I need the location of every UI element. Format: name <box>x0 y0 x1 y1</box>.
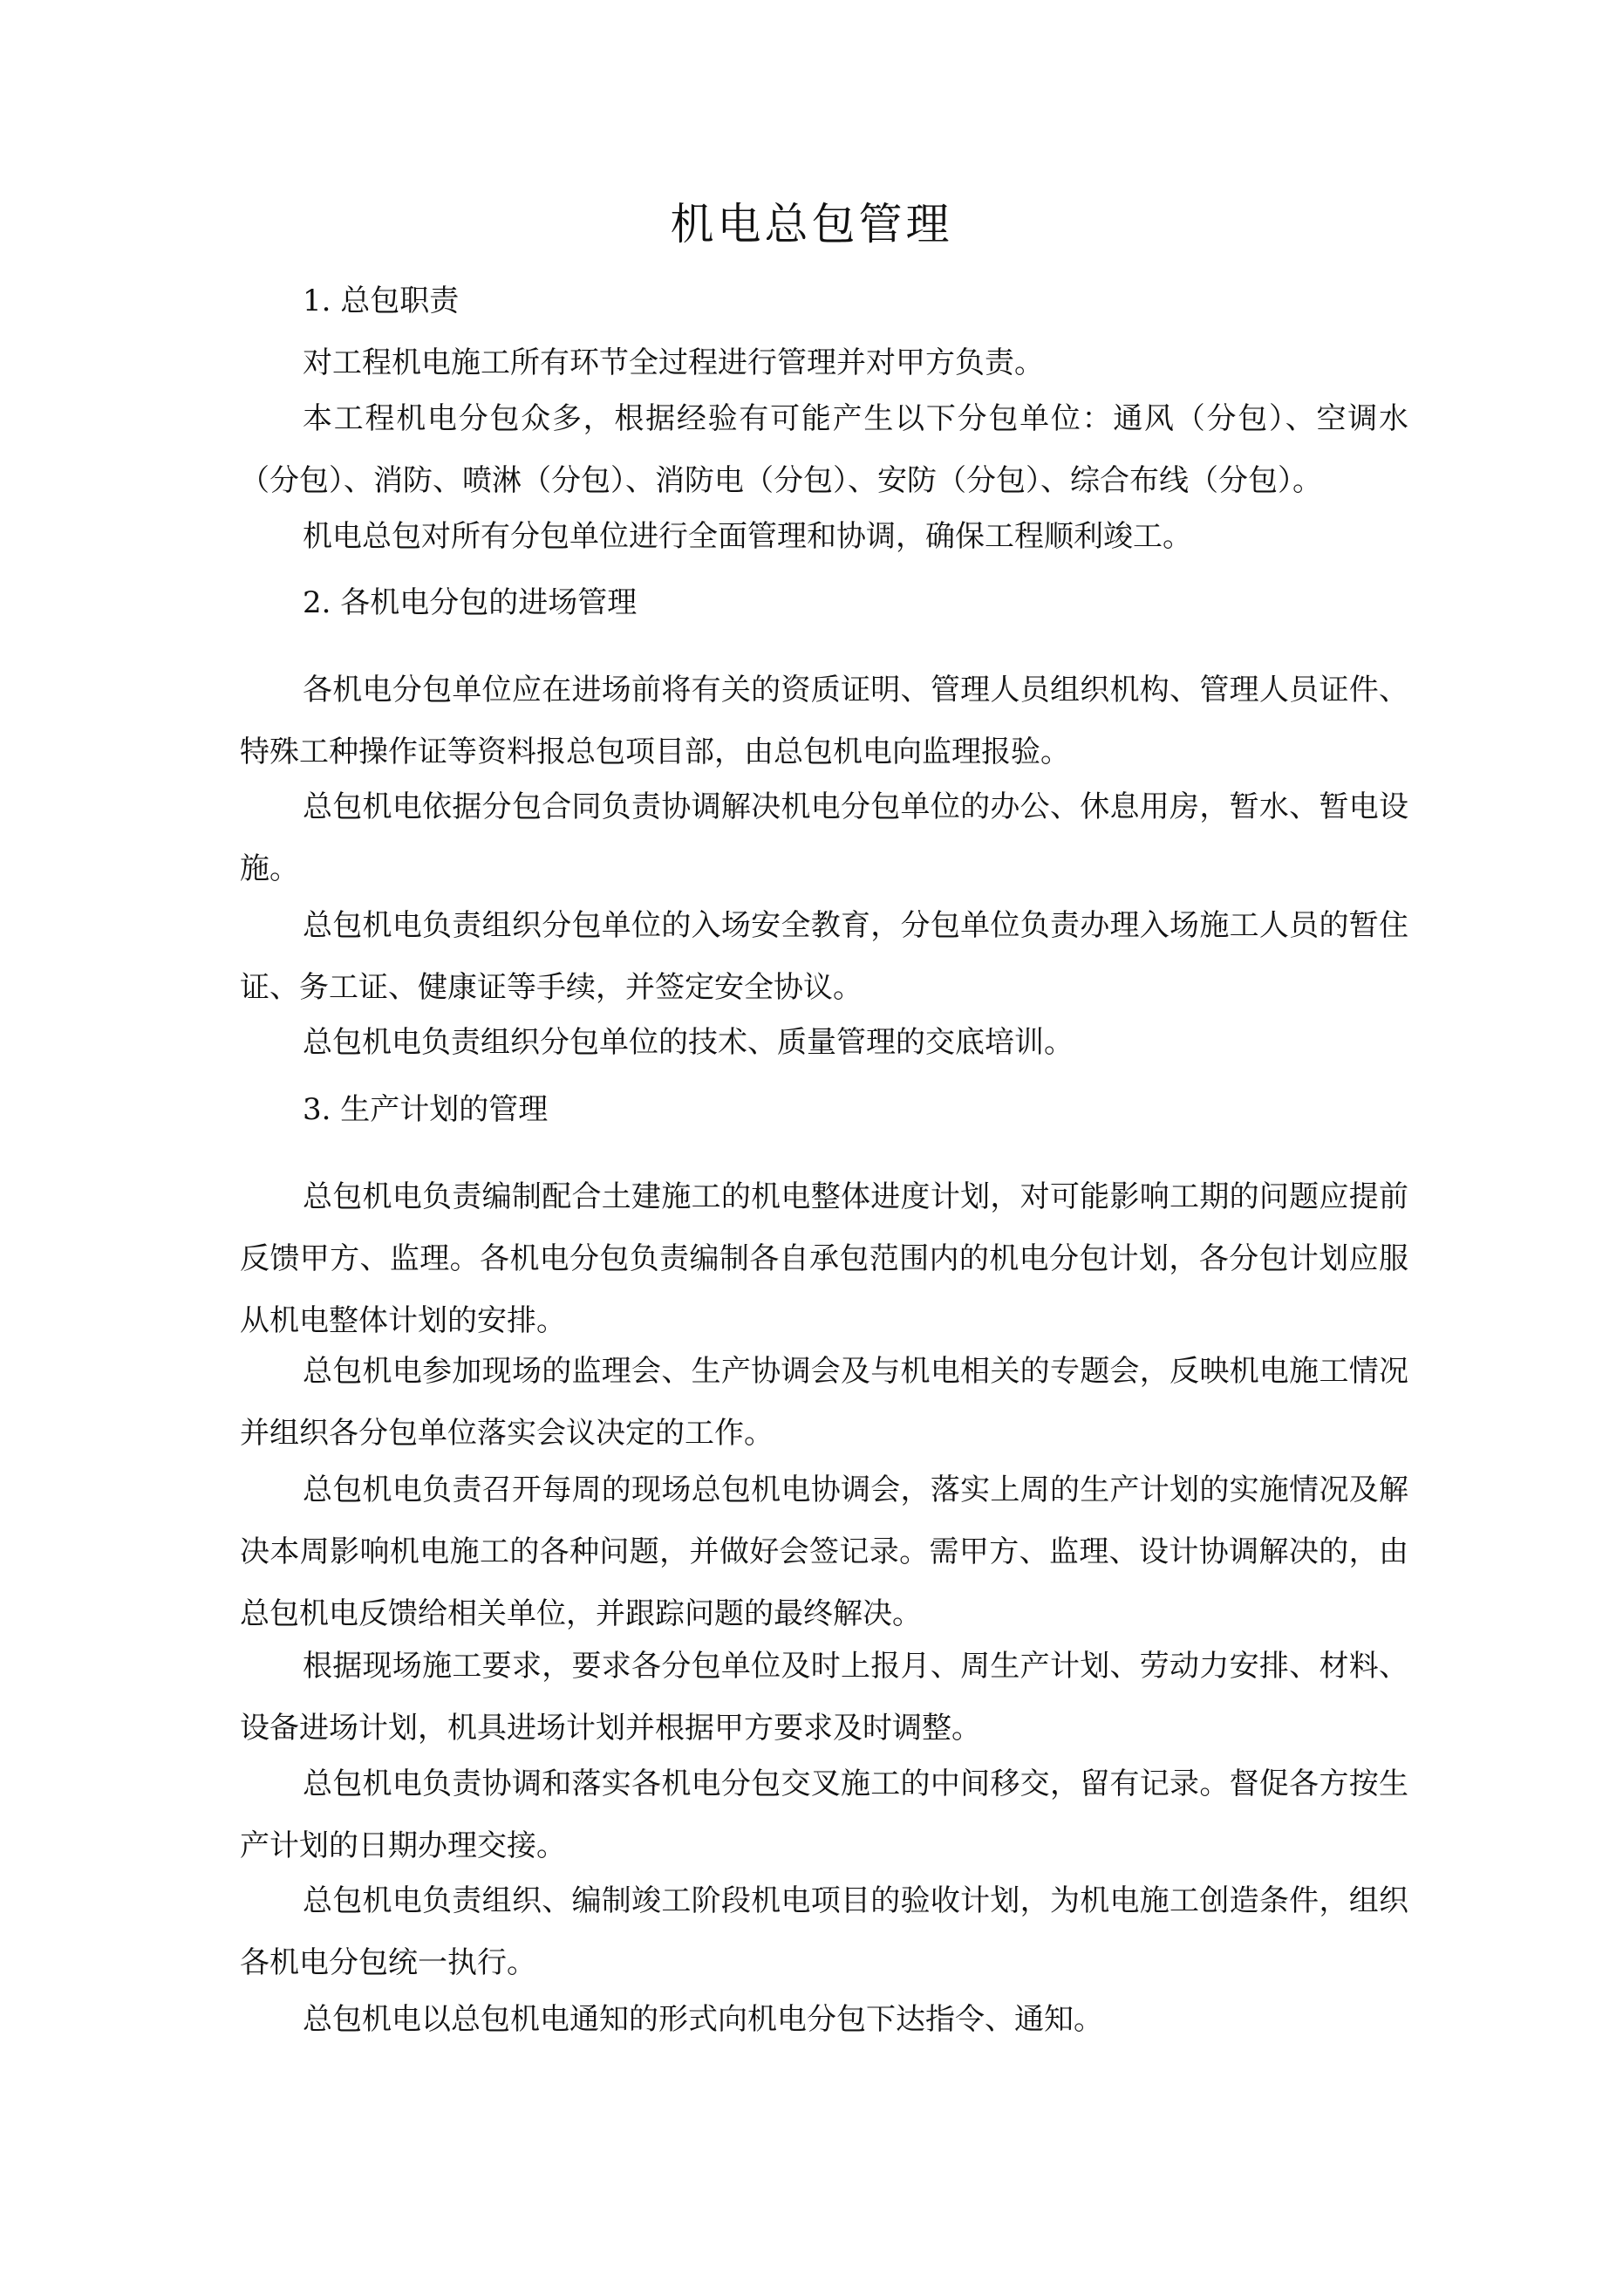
section-heading-2: 2. 各机电分包的进场管理 <box>303 585 638 620</box>
paragraph: 对工程机电施工所有环节全过程进行管理并对甲方负责。 <box>303 345 1044 380</box>
paragraph: 根据现场施工要求，要求各分包单位及时上报月、周生产计划、劳动力安排、材料、设备进场计划，机具进场计划并根据甲方要求及时调整。 <box>240 1649 1408 1746</box>
paragraph: 总包机电负责组织分包单位的入场安全教育，分包单位负责办理入场施工人员的暂住证、务工证、健康证等手续，并签定安全协议。 <box>240 908 1408 1005</box>
paragraph: 总包机电负责组织、编制竣工阶段机电项目的验收计划，为机电施工创造条件，组织各机电分包统一执行。 <box>240 1883 1408 1980</box>
section-heading-1: 1. 总包职责 <box>303 284 460 318</box>
section-heading-3: 3. 生产计划的管理 <box>303 1092 549 1127</box>
paragraph: 总包机电依据分包合同负责协调解决机电分包单位的办公、休息用房，暂水、暂电设施。 <box>240 789 1408 886</box>
paragraph: 总包机电以总包机电通知的形式向机电分包下达指令、通知。 <box>303 2002 1103 2037</box>
paragraph: 总包机电负责编制配合土建施工的机电整体进度计划，对可能影响工期的问题应提前反馈甲方、监理。各机电分包负责编制各自承包范围内的机电分包计划，各分包计划应服从机电整体计划的安排。 <box>240 1179 1408 1338</box>
paragraph: 总包机电负责召开每周的现场总包机电协调会，落实上周的生产计划的实施情况及解决本周影响机电施工的各种问题，并做好会签记录。需甲方、监理、设计协调解决的，由总包机电反馈给相关单位，并跟踪问题的最终解决。 <box>240 1473 1408 1631</box>
paragraph: 总包机电负责组织分包单位的技术、质量管理的交底培训。 <box>303 1025 1074 1060</box>
paragraph: 本工程机电分包众多，根据经验有可能产生以下分包单位：通风（分包）、空调水（分包）、消防、喷淋（分包）、消防电（分包）、安防（分包）、综合布线（分包）。 <box>240 401 1408 498</box>
paragraph: 总包机电参加现场的监理会、生产协调会及与机电相关的专题会，反映机电施工情况并组织各分包单位落实会议决定的工作。 <box>240 1354 1408 1451</box>
paragraph: 总包机电负责协调和落实各机电分包交叉施工的中间移交，留有记录。督促各方按生产计划的日期办理交接。 <box>240 1766 1408 1863</box>
document-title: 机电总包管理 <box>670 199 953 249</box>
paragraph: 机电总包对所有分包单位进行全面管理和协调，确保工程顺利竣工。 <box>303 519 1192 554</box>
paragraph: 各机电分包单位应在进场前将有关的资质证明、管理人员组织机构、管理人员证件、特殊工种操作证等资料报总包项目部，由总包机电向监理报验。 <box>240 673 1408 769</box>
